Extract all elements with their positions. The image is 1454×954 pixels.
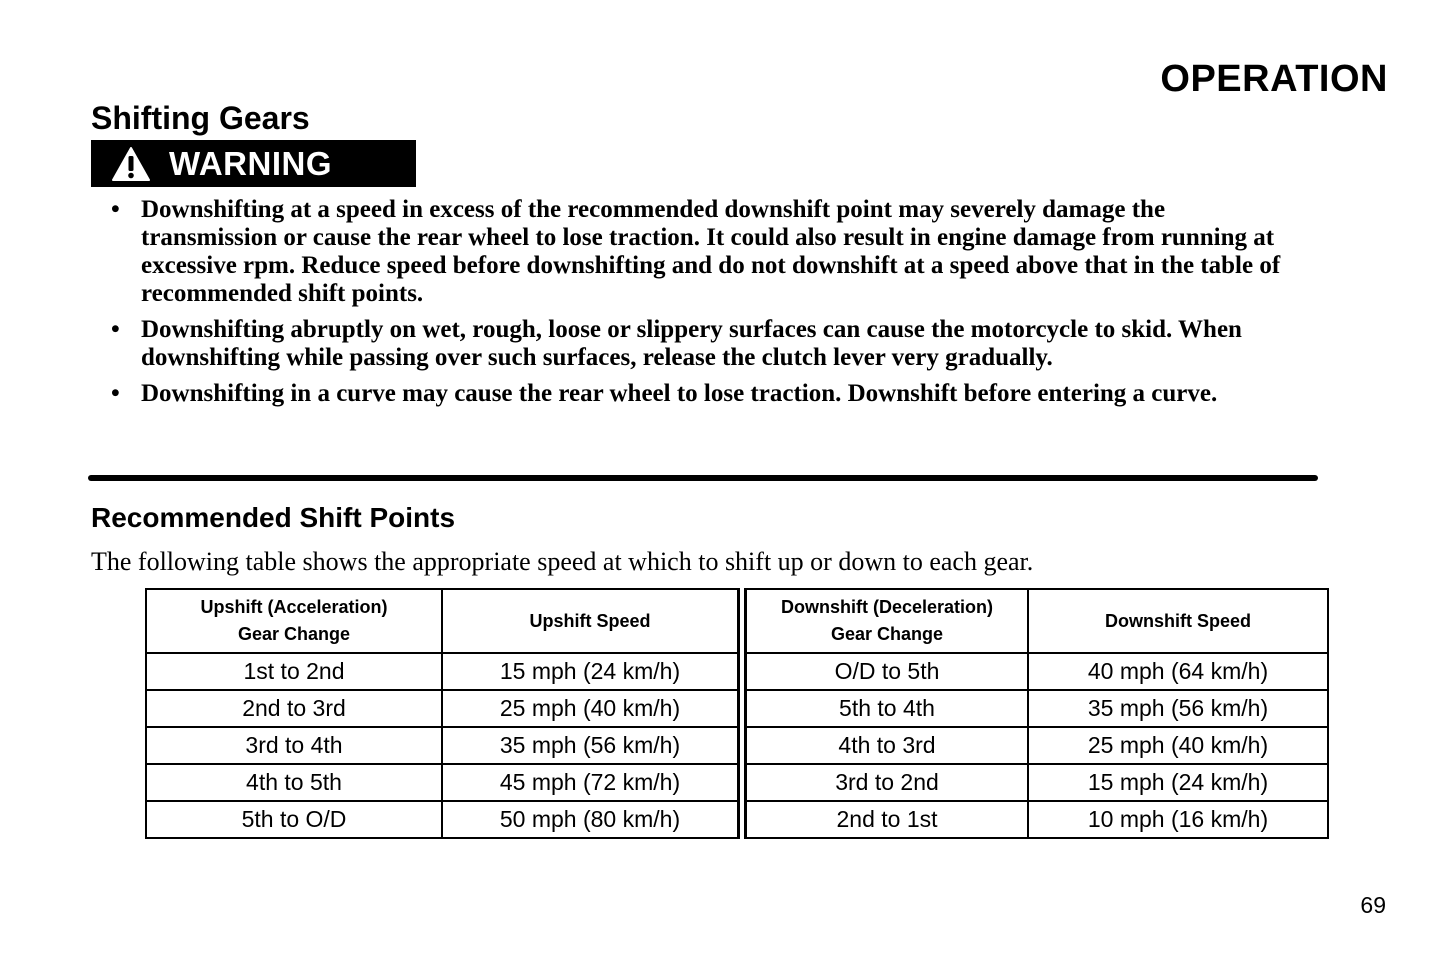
shift-points-heading: Recommended Shift Points [91,502,456,533]
table-row [146,653,1328,690]
table-cell: 25 mph (40 km/h) [442,690,742,727]
table-cell: 35 mph (56 km/h) [1028,690,1328,727]
column-header-downshift-speed: Downshift Speed [1028,589,1328,653]
warning-label: WARNING [169,144,332,182]
table-row [146,764,1328,801]
shift-points-intro: The following table shows the appropriate speed at which to shift up or down to each gear. [91,547,1034,576]
warning-item [111,196,1301,308]
warning-item-text: Downshifting at a speed in excess of the recommended downshift point may severely damage the transmission or cause the rear wheel to lose traction. It could also result in engine damage from running at excessive rpm. Reduce speed before downshifting and do not downshift at a speed above that in the table of recommended shift points. [141,196,1281,307]
table-cell: 40 mph (64 km/h) [1028,653,1328,690]
table-cell: 2nd to 1st [742,801,1028,838]
table-row [146,727,1328,764]
column-header-upshift-speed: Upshift Speed [442,589,742,653]
table-cell: 3rd to 2nd [742,764,1028,801]
column-header-upshift-gear: Upshift (Acceleration) Gear Change [146,589,442,653]
table-cell: 2nd to 3rd [146,690,442,727]
warning-item [111,380,1301,408]
column-header-downshift-gear: Downshift (Deceleration) Gear Change [742,589,1028,653]
table-cell: 4th to 3rd [742,727,1028,764]
table-cell: 5th to O/D [146,801,442,838]
page-title: Shifting Gears [91,100,310,136]
table-cell: 35 mph (56 km/h) [442,727,742,764]
bullet-icon: • [111,316,120,343]
warning-item-text: Downshifting abruptly on wet, rough, loose or slippery surfaces can cause the motorcycle to skid. When downshifting while passing over such surfaces, release the clutch lever very gradually. [141,316,1242,371]
table-cell: O/D to 5th [742,653,1028,690]
table-row [146,801,1328,838]
table-cell: 1st to 2nd [146,653,442,690]
shift-points-table [145,588,1329,839]
table-row [146,690,1328,727]
table-cell: 10 mph (16 km/h) [1028,801,1328,838]
table-header-row [146,589,1328,653]
table-cell: 15 mph (24 km/h) [1028,764,1328,801]
table-cell: 45 mph (72 km/h) [442,764,742,801]
table-cell: 5th to 4th [742,690,1028,727]
table-cell: 25 mph (40 km/h) [1028,727,1328,764]
table-cell: 50 mph (80 km/h) [442,801,742,838]
warning-item-text: Downshifting in a curve may cause the rear wheel to lose traction. Downshift before entering a curve. [141,380,1218,407]
warning-item [111,316,1301,372]
table-cell: 15 mph (24 km/h) [442,653,742,690]
section-header: OPERATION [1160,58,1388,100]
warning-list [111,196,1301,416]
section-divider [88,475,1318,481]
page-number: 69 [1360,892,1386,918]
bullet-icon: • [111,380,120,407]
table-cell: 4th to 5th [146,764,442,801]
table-cell: 3rd to 4th [146,727,442,764]
warning-banner [91,140,416,187]
warning-triangle-icon [111,144,151,184]
bullet-icon: • [111,196,120,223]
